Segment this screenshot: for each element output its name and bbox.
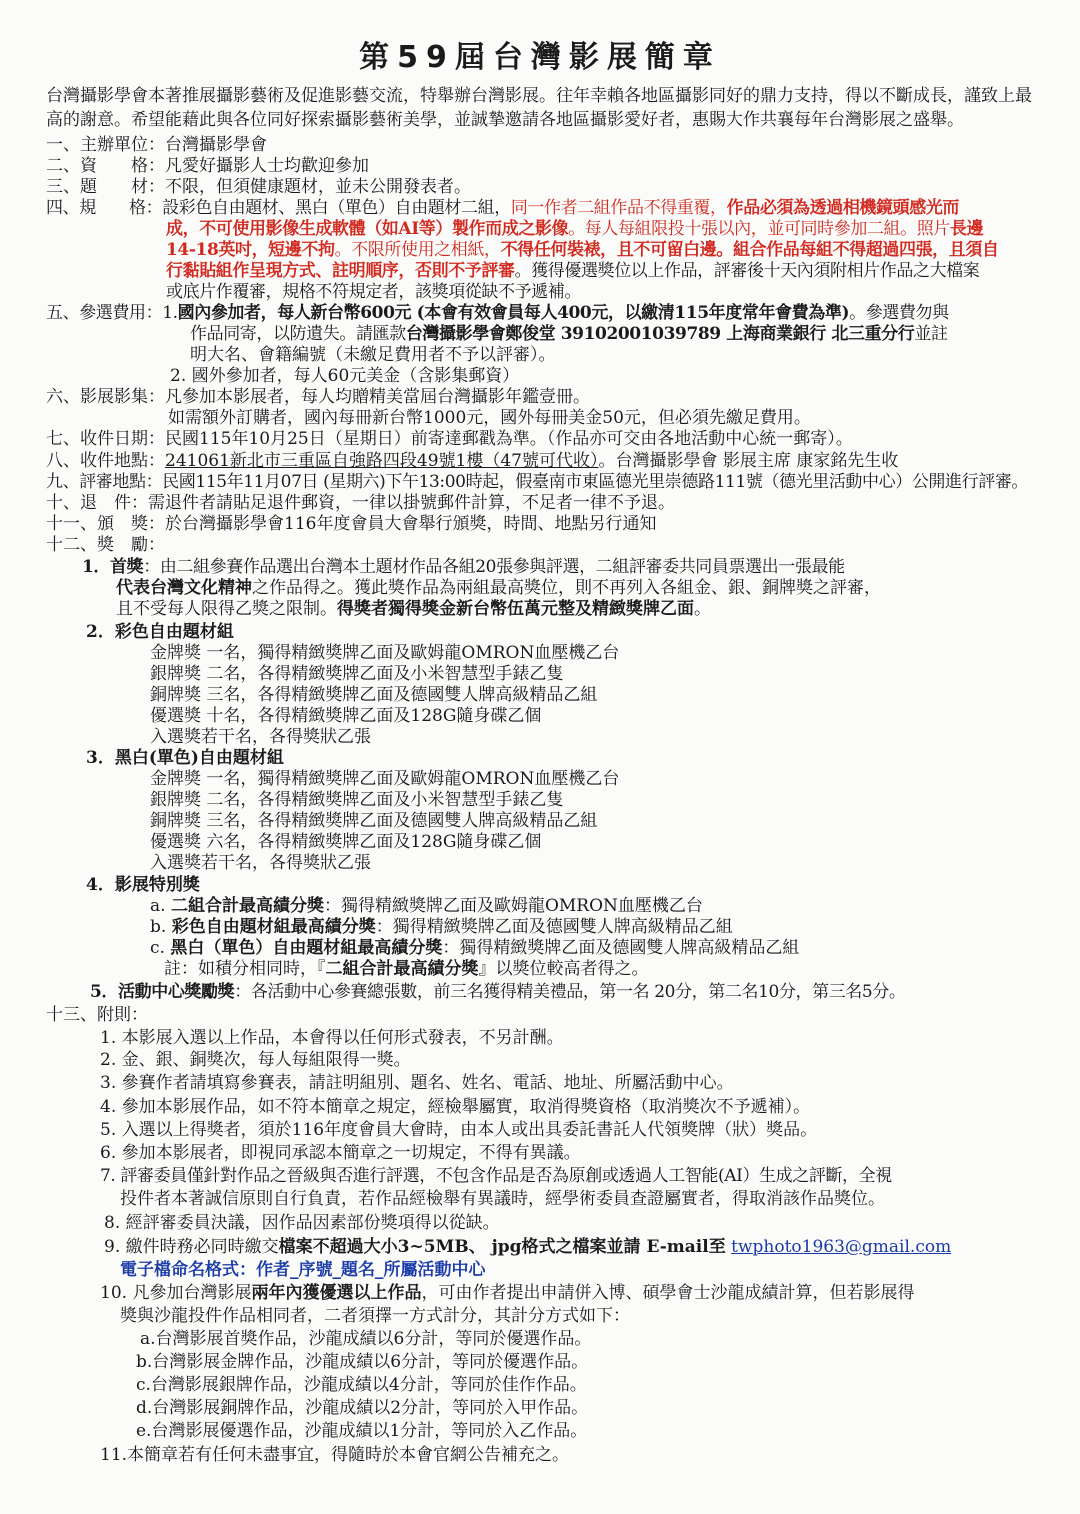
special-award-note: 註：如積分相同時，『二組合計最高績分獎』以獎位較高者得之。 — [164, 959, 649, 979]
section-judging: 九、評審地點：民國115年11月07日 (星期六)下午13:00時起，假臺南市東區德光里崇德路111號（德光里活動中心）公開進行評審。 — [46, 472, 1029, 492]
section-return: 十、退 件：需退件者請貼足退件郵資，一律以掛號郵件計算，不足者一律不予退。 — [46, 493, 675, 513]
grand-prize-line1: 1．首獎：由二組參賽作品選出台灣本土題材作品各組20張參與評選，二組評審委共同員票選出一張最能 — [82, 557, 845, 577]
grand-prize-line2: 代表台灣文化精神之作品得之。獲此獎作品為兩組最高獎位，則不再列入各組金、銀、銅牌獎之評審， — [116, 578, 881, 598]
appendix-item-10-c: c.台灣影展銀牌作品，沙龍成績以4分計，等同於佳作作品。 — [136, 1375, 587, 1395]
section-organizer: 一、主辦單位：台灣攝影學會 — [46, 135, 267, 155]
color-bronze: 銅牌獎 三名，各得精緻獎牌乙面及德國雙人牌高級精品乙組 — [150, 685, 598, 705]
section-ceremony: 十一、頒 獎：於台灣攝影學會116年度會員大會舉行頒獎，時間、地點另行通知 — [46, 514, 657, 534]
section-awards-heading: 十二、獎 勵： — [46, 535, 165, 555]
section-appendix-heading: 十三、附則： — [46, 1005, 148, 1025]
appendix-item-9: 9. 繳件時務必同時繳交檔案不超過大小3~5MB、 jpg格式之檔案並請 E-mail至 twphoto1963@gmail.com — [104, 1237, 952, 1257]
appendix-item-10-e: e.台灣影展優選作品，沙龍成績以1分計，等同於入乙作品。 — [136, 1421, 588, 1441]
special-award-a: a. 二組合計最高績分獎：獨得精緻獎牌乙面及歐姆龍OMRON血壓機乙台 — [150, 896, 703, 916]
color-silver: 銀牌獎 二名，各得精緻獎牌乙面及小米智慧型手錶乙隻 — [150, 664, 564, 684]
mono-merit: 優選獎 六名，各得精緻獎牌乙面及128G隨身碟乙個 — [150, 832, 542, 852]
section-spec-line1: 四、規 格：設彩色自由題材、黑白（單色）自由題材二組，同一作者二組作品不得重覆，作品必須為透過相機鏡頭感光而 — [46, 198, 960, 218]
section-fee-line3: 明大名、會籍編號（未繳足費用者不予以評審）。 — [190, 345, 556, 365]
appendix-item-7-line1: 7. 評審委員僅針對作品之晉級與否進行評選，不包含作品是否為原創或透過人工智能(AI）生成之評斷，全視 — [100, 1166, 892, 1186]
color-gold: 金牌獎 一名，獨得精緻獎牌乙面及歐姆龍OMRON血壓機乙台 — [150, 643, 620, 663]
appendix-item-10-line1: 10. 凡參加台灣影展兩年內獲優選以上作品，可由作者提出申請併入博、碩學會士沙龍成績計算，但若影展得 — [100, 1283, 915, 1303]
section-eligibility: 二、資 格：凡愛好攝影人士均歡迎參加 — [46, 156, 369, 176]
appendix-item-11: 11.本簡章若有任何未盡事宜，得隨時於本會官網公告補充之。 — [100, 1445, 570, 1465]
intro-paragraph: 台灣攝影學會本著推展攝影藝術及促進影藝交流，特舉辦台灣影展。往年幸賴各地區攝影同好的鼎力支持，得以不斷成長，謹致上最高的謝意。希望能藉此與各位同好探索攝影藝術美學，並誠摯邀請各地區攝影愛好者，惠賜大作共襄每年台灣影展之盛舉。 — [46, 86, 1032, 130]
appendix-item-5: 5. 入選以上得獎者，須於116年度會員大會時，由本人或出具委託書託人代領獎牌（狀）獎品。 — [100, 1120, 818, 1140]
appendix-item-4: 4. 參加本影展作品，如不符本簡章之規定，經檢舉屬實，取消得獎資格（取消獎次不予遞補）。 — [100, 1097, 811, 1117]
section-subject: 三、題 材：不限，但須健康題材，並未公開發表者。 — [46, 177, 471, 197]
section-deadline: 七、收件日期：民國115年10月25日（星期日）前寄達郵戳為準。（作品亦可交由各地活動中心統一郵寄）。 — [46, 429, 853, 449]
section-fee-line1: 五、參選費用：1.國內參加者，每人新台幣600元 (本會有效會員每人400元，以繳清115年度常年會費為準)。參選費勿與 — [46, 303, 949, 323]
appendix-item-10-a: a.台灣影展首獎作品，沙龍成績以6分計，等同於優選作品。 — [140, 1329, 592, 1349]
appendix-item-2: 2. 金、銀、銅獎次，每人每組限得一獎。 — [100, 1050, 411, 1070]
section-album-line2: 如需額外訂購者，國內每冊新台幣1000元，國外每冊美金50元，但必須先繳足費用。 — [168, 408, 811, 428]
section-spec-line3: 14-18英吋，短邊不拘。不限所使用之相紙，不得任何裝裱，且不可留白邊。組合作品每組不得超過四張，且須自 — [166, 240, 999, 260]
appendix-item-10-line2: 獎與沙龍投件作品相同者，二者須擇一方式計分，其計分方式如下： — [120, 1306, 630, 1326]
mono-bronze: 銅牌獎 三名，各得精緻獎牌乙面及德國雙人牌高級精品乙組 — [150, 811, 598, 831]
appendix-item-8: 8. 經評審委員決議，因作品因素部份獎項得以從缺。 — [104, 1213, 500, 1233]
mono-silver: 銀牌獎 二名，各得精緻獎牌乙面及小米智慧型手錶乙隻 — [150, 790, 564, 810]
section-fee-line4: 2. 國外參加者，每人60元美金（含影集郵資） — [170, 366, 520, 386]
appendix-item-1: 1. 本影展入選以上作品，本會得以任何形式發表，不另計酬。 — [100, 1028, 564, 1048]
center-award: 5．活動中心獎勵獎：各活動中心參賽總張數，前三名獲得精美禮品，第一名 20分，第二名10分，第三名5分。 — [90, 982, 906, 1002]
mono-gold: 金牌獎 一名，獨得精緻獎牌乙面及歐姆龍OMRON血壓機乙台 — [150, 769, 620, 789]
special-award-c: c. 黑白（單色）自由題材組最高績分獎：獨得精緻獎牌乙面及德國雙人牌高級精品乙組 — [150, 938, 800, 958]
color-accepted: 入選獎若干名，各得獎狀乙張 — [150, 727, 371, 747]
appendix-item-10-b: b.台灣影展金牌作品，沙龍成績以6分計，等同於優選作品。 — [136, 1352, 589, 1372]
special-award-heading: 4．影展特別獎 — [86, 875, 200, 895]
section-spec-line2: 成，不可使用影像生成軟體（如AI等）製作而成之影像。每人每組限投十張以內，並可同時參加二組。照片長邊 — [166, 219, 984, 239]
mono-accepted: 入選獎若干名，各得獎狀乙張 — [150, 853, 371, 873]
mono-group-heading: 3．黑白(單色)自由題材組 — [86, 748, 284, 768]
appendix-item-3: 3. 參賽作者請填寫參賽表，請註明組別、題名、姓名、電話、地址、所屬活動中心。 — [100, 1073, 734, 1093]
section-album-line1: 六、影展影集：凡參加本影展者，每人均贈精美當屆台灣攝影年鑑壹冊。 — [46, 387, 590, 407]
section-fee-line2: 作品同寄，以防遺失。請匯款台灣攝影學會鄭俊堂 39102001039789 上海商業銀行 北三重分行並註 — [190, 324, 948, 344]
grand-prize-line3: 且不受每人限得乙獎之限制。得獎者獨得獎金新台幣伍萬元整及精緻獎牌乙面。 — [116, 599, 711, 619]
appendix-item-7-line2: 投件者本著誠信原則自行負責，若作品經檢舉有異議時，經學術委員查證屬實者，得取消該作品獎位。 — [120, 1189, 885, 1209]
section-address: 八、收件地點：241061新北市三重區自強路四段49號1樓（47號可代收）。台灣攝影學會 影展主席 康家銘先生收 — [46, 451, 899, 471]
appendix-item-6: 6. 參加本影展者，即視同承認本簡章之一切規定，不得有異議。 — [100, 1143, 581, 1163]
section-spec-line4: 行黏貼組作呈現方式、註明順序，否則不予評審。獲得優選獎位以上作品，評審後十天內須附相片作品之大檔案 — [166, 261, 980, 281]
email-link[interactable]: twphoto1963@gmail.com — [731, 1237, 952, 1257]
appendix-item-9-filename-format: 電子檔命名格式：作者_序號_題名_所屬活動中心 — [120, 1260, 486, 1280]
appendix-item-10-d: d.台灣影展銅牌作品，沙龍成績以2分計，等同於入甲作品。 — [136, 1398, 589, 1418]
document-title: 第59屆台灣影展簡章 — [359, 40, 721, 75]
section-spec-line5: 或底片作覆審，規格不符規定者，該獎項從缺不予遞補。 — [166, 282, 581, 302]
color-merit: 優選獎 十名，各得精緻獎牌乙面及128G隨身碟乙個 — [150, 706, 542, 726]
color-group-heading: 2．彩色自由題材組 — [86, 622, 234, 642]
special-award-b: b. 彩色自由題材組最高績分獎：獨得精緻獎牌乙面及德國雙人牌高級精品乙組 — [150, 917, 733, 937]
